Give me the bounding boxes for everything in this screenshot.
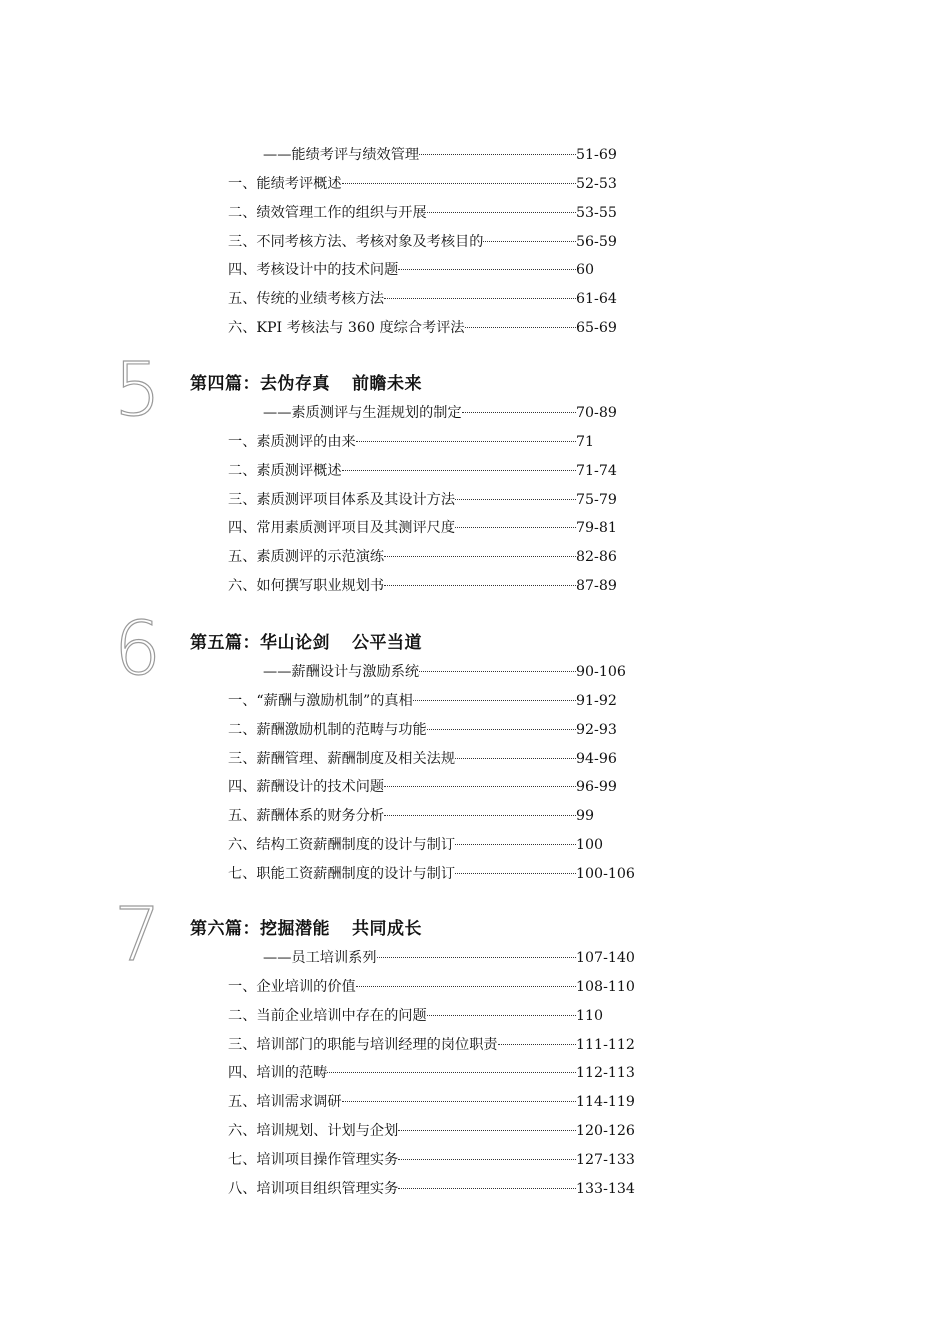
section-7-item-7-leader-dots	[398, 1158, 576, 1160]
section-7-item-4-label: 四、培训的范畴	[228, 1065, 328, 1082]
section-5-subtitle	[263, 403, 617, 423]
section-6-item-7	[228, 864, 635, 884]
section-5-item-1-leader-dots	[356, 440, 576, 442]
top-item-3-label: 三、不同考核方法、考核对象及考核目的	[228, 233, 484, 250]
section-5-item-4-leader-dots	[455, 526, 576, 528]
section-6-item-5-label: 五、薪酬体系的财务分析	[228, 808, 385, 825]
section-title-part-a: 第六篇：挖掘潜能	[190, 919, 330, 939]
section-7-item-5	[228, 1092, 635, 1112]
section-7-item-2-leader-dots	[427, 1014, 576, 1016]
section-number-5: 5	[114, 347, 162, 433]
section-title	[190, 632, 422, 654]
top-item-5-label: 五、传统的业绩考核方法	[228, 291, 385, 308]
top-item-4	[228, 260, 594, 280]
section-7-item-8-leader-dots	[398, 1187, 576, 1189]
section-5-item-6-label: 六、如何撰写职业规划书	[228, 578, 385, 594]
section-6-item-5-page-numbers: 99	[576, 808, 595, 825]
section-7-item-4-page-numbers: 112-113	[576, 1065, 635, 1082]
section-5-item-5-leader-dots	[384, 555, 576, 557]
section-6-item-4-page-numbers: 96-99	[576, 779, 617, 796]
top-subtitle	[263, 145, 617, 165]
section-5-item-4	[228, 518, 617, 538]
section-7-item-2-label: 二、当前企业培训中存在的问题	[228, 1007, 427, 1024]
section-6-item-5-leader-dots	[384, 814, 576, 816]
section-6-item-7-leader-dots	[455, 872, 576, 874]
top-item-1-page-numbers: 52-53	[576, 176, 617, 192]
section-title-part-b: 前瞻未来	[352, 374, 422, 394]
section-6-item-1	[228, 691, 617, 711]
top-item-1-leader-dots	[342, 182, 576, 184]
section-5-item-2-page-numbers: 71-74	[576, 462, 617, 479]
section-5-subtitle-page-numbers: 70-89	[576, 405, 617, 421]
section-6-item-7-page-numbers: 100-106	[576, 865, 635, 882]
section-5-item-3-label: 三、素质测评项目体系及其设计方法	[228, 491, 456, 508]
section-6-item-7-label: 七、职能工资薪酬制度的设计与制订	[228, 865, 456, 882]
top-subtitle-leader-dots	[419, 153, 576, 155]
section-title	[190, 373, 422, 395]
top-item-3-leader-dots	[483, 240, 576, 242]
section-6-item-3-page-numbers: 94-96	[576, 750, 617, 767]
section-5-item-6-page-numbers: 87-89	[576, 578, 617, 594]
section-7-item-6	[228, 1121, 635, 1141]
section-5-item-5-label: 五、素质测评的示范演练	[228, 549, 385, 566]
section-7-item-1-label: 一、企业培训的价值	[228, 979, 356, 995]
top-item-1-label: 一、能绩考评概述	[228, 176, 342, 192]
section-7-item-3-leader-dots	[498, 1043, 576, 1045]
section-5-item-1-label: 一、素质测评的由来	[228, 434, 356, 450]
section-7-item-1	[228, 977, 635, 997]
section-6-item-6-label: 六、结构工资薪酬制度的设计与制订	[228, 837, 456, 853]
top-subtitle-page-numbers: 51-69	[576, 147, 617, 163]
section-5-item-3	[228, 490, 617, 510]
top-item-4-label: 四、考核设计中的技术问题	[228, 262, 399, 279]
section-7-item-2-page-numbers: 110	[576, 1007, 604, 1024]
section-title-part-a: 第五篇：华山论剑	[190, 633, 330, 653]
section-5-subtitle-label: ——素质测评与生涯规划的制定	[263, 405, 462, 421]
section-5-subtitle-leader-dots	[462, 411, 576, 413]
section-5-item-6	[228, 576, 617, 596]
top-item-5	[228, 289, 617, 309]
section-6-subtitle-label: ——薪酬设计与激励系统	[263, 664, 420, 680]
section-6-subtitle-page-numbers: 90-106	[576, 664, 626, 680]
top-item-6	[228, 318, 617, 338]
section-6-item-4-label: 四、薪酬设计的技术问题	[228, 779, 385, 796]
section-6-item-6-page-numbers: 100	[576, 837, 604, 853]
section-6-item-1-leader-dots	[413, 699, 576, 701]
section-6-item-4	[228, 777, 617, 797]
section-7-item-7	[228, 1150, 635, 1170]
section-6-item-5	[228, 806, 594, 826]
section-6-item-3	[228, 749, 617, 769]
top-item-1	[228, 174, 617, 194]
section-6-item-6	[228, 835, 603, 855]
section-7-subtitle	[263, 948, 635, 968]
section-7-item-3-label: 三、培训部门的职能与培训经理的岗位职责	[228, 1036, 498, 1053]
section-7-item-8-label: 八、培训项目组织管理实务	[228, 1180, 399, 1197]
section-7-item-8	[228, 1179, 635, 1199]
top-item-4-leader-dots	[398, 268, 576, 270]
section-7-item-1-leader-dots	[356, 985, 576, 987]
section-7-item-7-label: 七、培训项目操作管理实务	[228, 1151, 399, 1168]
section-title-part-b: 公平当道	[352, 633, 422, 653]
top-item-4-page-numbers: 60	[576, 262, 595, 279]
section-5-item-2-leader-dots	[342, 469, 576, 471]
section-7-subtitle-leader-dots	[377, 956, 576, 958]
top-subtitle-label: ——能绩考评与绩效管理	[263, 147, 420, 163]
section-7-item-5-leader-dots	[342, 1100, 576, 1102]
top-item-6-label: 六、KPI 考核法与 360 度综合考评法	[228, 320, 465, 336]
section-5-item-3-page-numbers: 75-79	[576, 491, 617, 508]
top-item-5-page-numbers: 61-64	[576, 291, 617, 308]
section-5-item-3-leader-dots	[455, 498, 576, 500]
section-6-item-4-leader-dots	[384, 785, 576, 787]
section-6-item-2-leader-dots	[427, 728, 576, 730]
section-title-part-a: 第四篇：去伪存真	[190, 374, 330, 394]
section-7-item-6-label: 六、培训规划、计划与企划	[228, 1123, 399, 1139]
section-6-item-2-label: 二、薪酬激励机制的范畴与功能	[228, 721, 427, 738]
section-number-7: 7	[114, 892, 162, 978]
section-6-item-3-leader-dots	[455, 757, 576, 759]
section-7-item-2	[228, 1006, 603, 1026]
section-7-item-6-leader-dots	[398, 1129, 576, 1131]
section-7-item-3	[228, 1035, 635, 1055]
section-7-item-7-page-numbers: 127-133	[576, 1151, 635, 1168]
section-5-item-5-page-numbers: 82-86	[576, 549, 617, 566]
section-7-item-8-page-numbers: 133-134	[576, 1180, 635, 1197]
section-7-item-6-page-numbers: 120-126	[576, 1123, 635, 1139]
section-6-item-1-label: 一、“薪酬与激励机制”的真相	[228, 693, 413, 709]
section-7-item-5-label: 五、培训需求调研	[228, 1094, 342, 1111]
top-item-2-page-numbers: 53-55	[576, 204, 617, 221]
section-7-subtitle-page-numbers: 107-140	[576, 950, 635, 966]
section-7-item-3-page-numbers: 111-112	[576, 1036, 635, 1053]
section-7-item-4-leader-dots	[327, 1071, 576, 1073]
top-item-2	[228, 203, 617, 223]
section-title	[190, 918, 422, 940]
section-6-item-6-leader-dots	[455, 843, 576, 845]
top-item-3	[228, 232, 617, 252]
section-5-item-1-page-numbers: 71	[576, 434, 595, 450]
top-item-5-leader-dots	[384, 297, 576, 299]
section-6-item-2	[228, 720, 617, 740]
section-6-subtitle-leader-dots	[419, 670, 576, 672]
section-5-item-2	[228, 461, 617, 481]
section-number-6: 6	[114, 606, 162, 692]
section-7-subtitle-label: ——员工培训系列	[263, 950, 377, 966]
top-item-2-label: 二、绩效管理工作的组织与开展	[228, 204, 427, 221]
section-6-item-1-page-numbers: 91-92	[576, 693, 617, 709]
section-6-item-3-label: 三、薪酬管理、薪酬制度及相关法规	[228, 750, 456, 767]
section-6-item-2-page-numbers: 92-93	[576, 721, 617, 738]
top-item-3-page-numbers: 56-59	[576, 233, 617, 250]
top-item-6-page-numbers: 65-69	[576, 320, 617, 336]
section-7-item-1-page-numbers: 108-110	[576, 979, 635, 995]
section-5-item-5	[228, 547, 617, 567]
section-7-item-5-page-numbers: 114-119	[576, 1094, 635, 1111]
section-6-subtitle	[263, 662, 626, 682]
section-5-item-4-page-numbers: 79-81	[576, 520, 617, 537]
top-item-2-leader-dots	[427, 211, 576, 213]
section-5-item-4-label: 四、常用素质测评项目及其测评尺度	[228, 520, 456, 537]
section-title-part-b: 共同成长	[352, 919, 422, 939]
top-item-6-leader-dots	[465, 326, 576, 328]
section-5-item-6-leader-dots	[384, 584, 576, 586]
section-7-item-4	[228, 1063, 635, 1083]
section-5-item-1	[228, 432, 594, 452]
section-5-item-2-label: 二、素质测评概述	[228, 462, 342, 479]
